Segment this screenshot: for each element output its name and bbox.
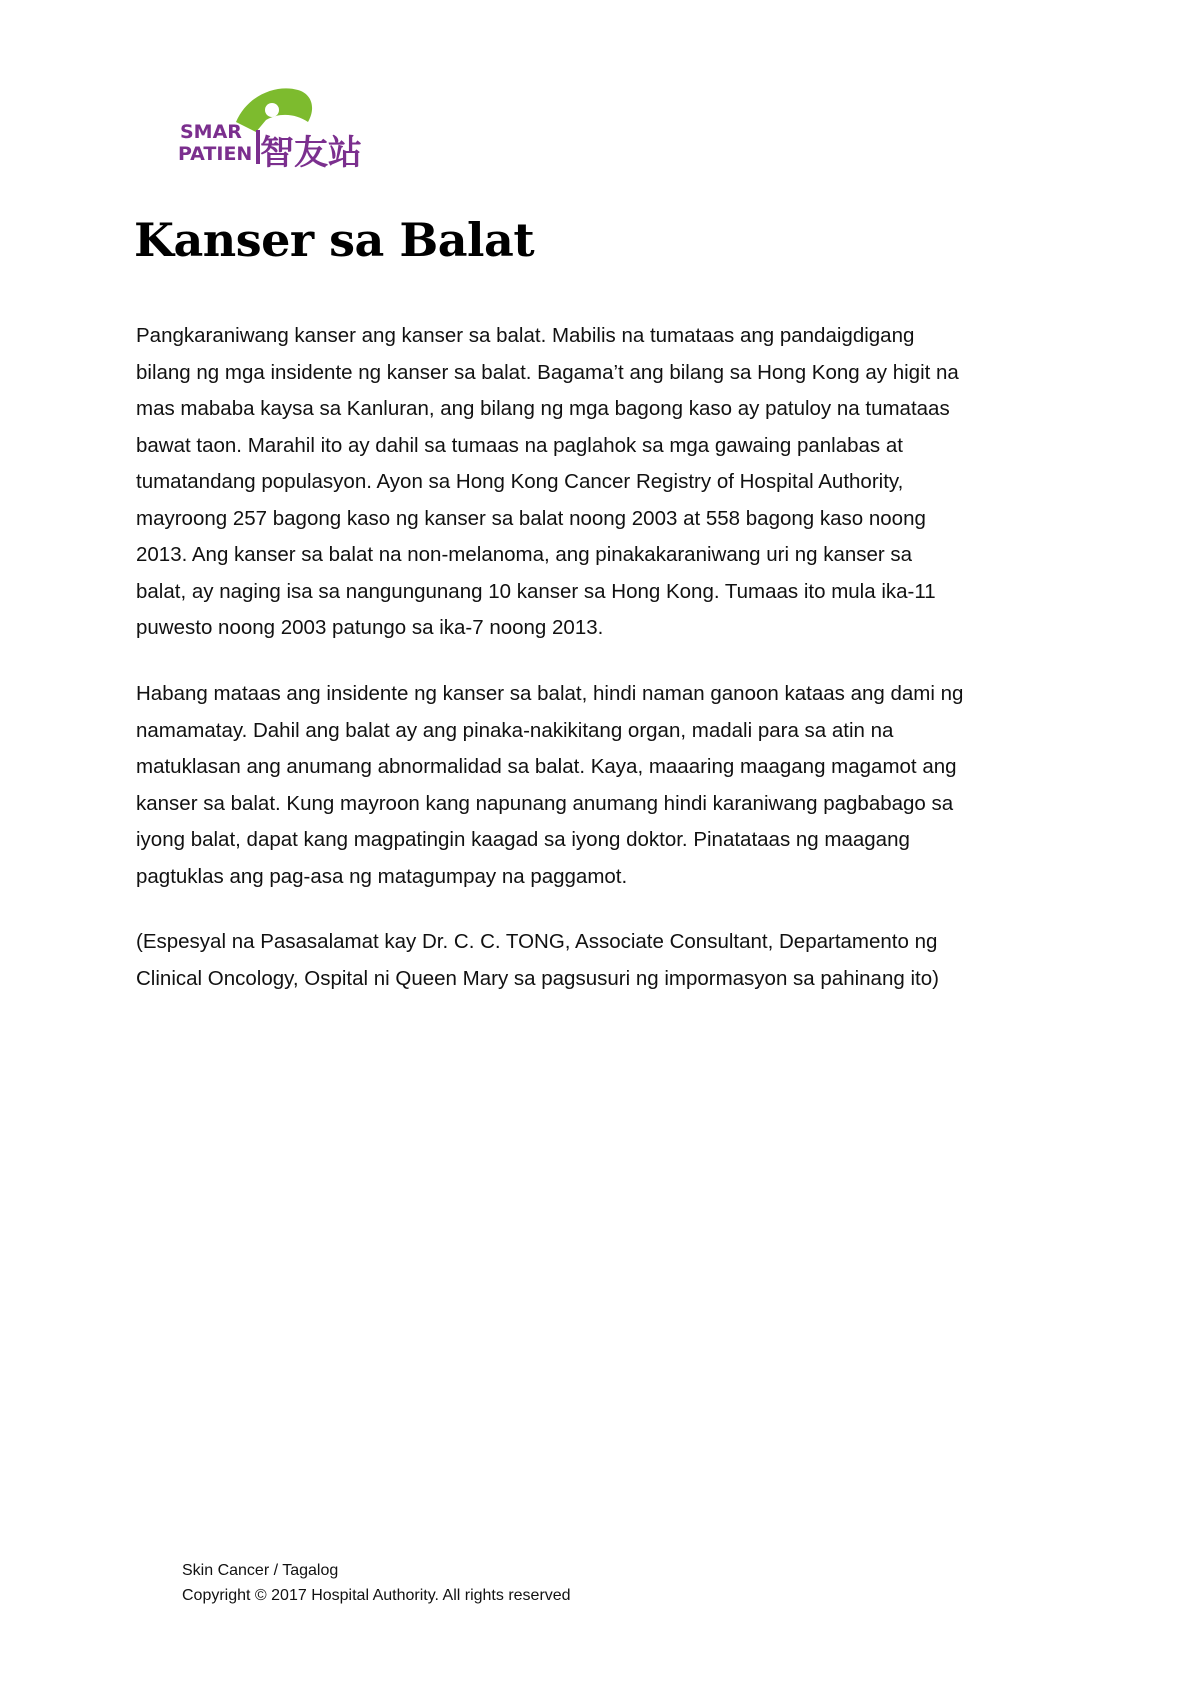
paragraph-line: namamatay. Dahil ang balat ay ang pinaka-nakikitang organ, madali para sa atin na — [136, 718, 894, 742]
smart-patient-logo-graphic — [178, 82, 378, 172]
paragraph-line: mayroong 257 bagong kaso ng kanser sa balat noong 2003 at 558 bagong kaso noong — [136, 506, 926, 530]
paragraph-line: balat, ay naging isa sa nangungunang 10 kanser sa Hong Kong. Tumaas ito mula ika-11 — [136, 579, 936, 603]
paragraph-line: iyong balat, dapat kang magpatingin kaagad sa iyong doktor. Pinatataas ng maagang — [136, 828, 910, 851]
page-title: Kanser sa Balat — [134, 213, 535, 267]
paragraph-incidence — [136, 676, 1036, 895]
paragraph-line: (Espesyal na Pasasalamat kay Dr. C. C. TONG, Associate Consultant, Departamento ng — [136, 930, 938, 953]
paragraph-line: tumatandang populasyon. Ayon sa Hong Kong Cancer Registry of Hospital Authority, — [136, 470, 904, 493]
paragraph-acknowledgement — [136, 924, 1036, 997]
paragraph-line: Clinical Oncology, Ospital ni Queen Mary sa pagsusuri ng impormasyon sa pahinang ito) — [136, 966, 939, 990]
page-footer — [182, 1558, 571, 1608]
paragraph-line: bawat taon. Marahil ito ay dahil sa tumaas na paglahok sa mga gawaing panlabas at — [136, 433, 903, 457]
logo-text-chinese: 智友站 — [260, 133, 362, 172]
paragraph-line: bilang ng mga insidente ng kanser sa balat. Bagama’t ang bilang sa Hong Kong ay higit na — [136, 360, 959, 384]
paragraph-line: pagtuklas ang pag-asa ng matagumpay na paggamot. — [136, 864, 628, 888]
paragraph-line: kanser sa balat. Kung mayroon kang napunang anumang hindi karaniwang pagbabago sa — [136, 791, 954, 815]
paragraph-line: 2013. Ang kanser sa balat na non-melanoma, ang pinakakaraniwang uri ng kanser sa — [136, 543, 913, 566]
smart-patient-logo — [178, 82, 378, 172]
footer-document-label: Skin Cancer / Tagalog — [182, 1562, 339, 1579]
logo-text-patient: PATIEN — [178, 143, 253, 165]
paragraph-line: mas mababa kaysa sa Kanluran, ang bilang ng mga bagong kaso ay patuloy na tumataas — [136, 397, 950, 420]
paragraph-line: matuklasan ang anumang abnormalidad sa balat. Kaya, maaaring maagang magamot ang — [136, 755, 957, 778]
footer-copyright: Copyright © 2017 Hospital Authority. All rights reserved — [182, 1587, 571, 1604]
paragraph-line: puwesto noong 2003 patungo sa ika-7 noong 2013. — [136, 616, 604, 639]
logo-text-smart: SMAR — [180, 121, 242, 143]
paragraph-line: Pangkaraniwang kanser ang kanser sa balat. Mabilis na tumataas ang pandaigdigang — [136, 324, 915, 347]
paragraph-line: Habang mataas ang insidente ng kanser sa balat, hindi naman ganoon kataas ang dami ng — [136, 682, 964, 705]
paragraph-intro — [136, 318, 1036, 647]
